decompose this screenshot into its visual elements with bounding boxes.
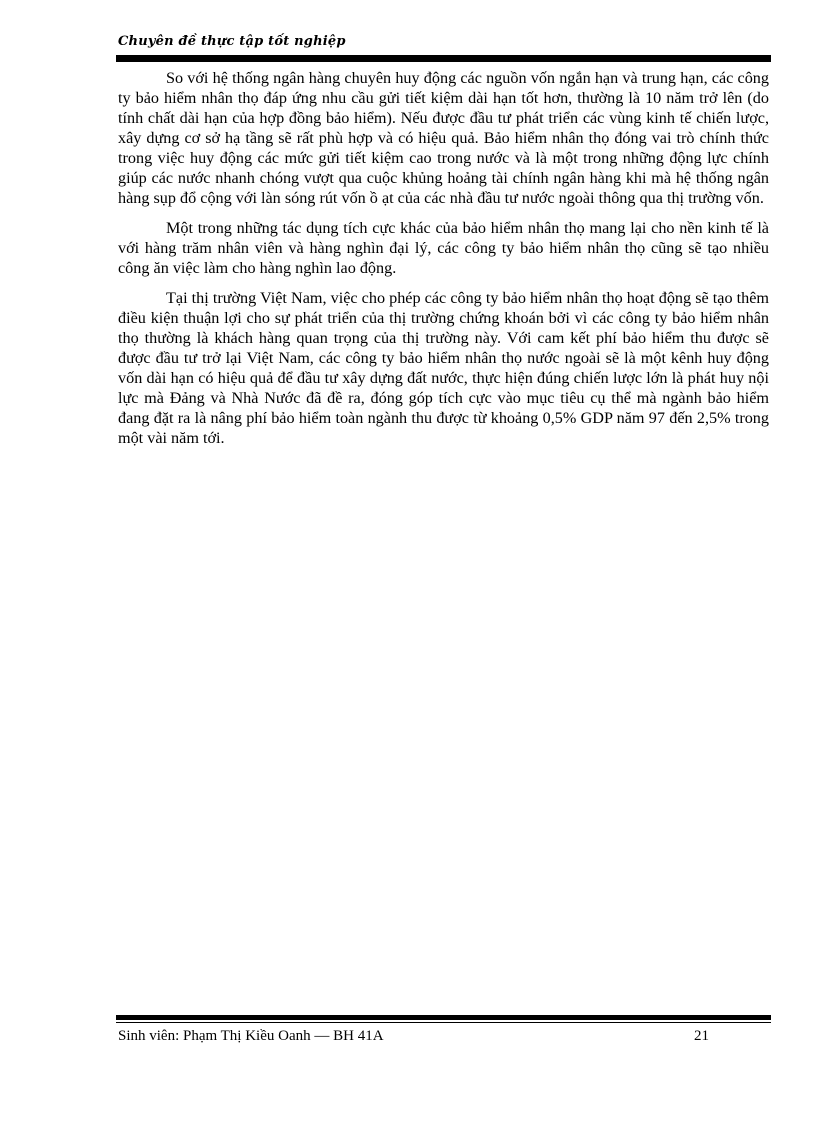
document-body [118,68,769,458]
header-divider [116,55,771,62]
footer-author: Sinh viên: Phạm Thị Kiều Oanh — BH 41A [118,1028,384,1044]
footer-divider-thin [116,1022,771,1023]
paragraph-2: Một trong những tác dụng tích cực khác của bảo hiểm nhân thọ mang lại cho nền kinh tế là với hàng trăm nhân viên và hàng nghìn đại lý, các công ty bảo hiểm nhân thọ cũng sẽ tạo nhiều công ăn việc làm cho hàng nghìn lao động. [118,219,769,277]
header-title: Chuyên đề thực tập tốt nghiệp [118,34,346,49]
paragraph-3: Tại thị trường Việt Nam, việc cho phép các công ty bảo hiểm nhân thọ hoạt động sẽ tạo thêm điều kiện thuận lợi cho sự phát triển của thị trường chứng khoán bởi vì các công ty bảo hiểm nhân thọ thường là khách hàng quan trọng của thị trường này. Với cam kết phí bảo hiểm thu được sẽ được đầu tư trở lại Việt Nam, các công ty bảo hiểm nhân thọ nước ngoài sẽ là một kênh huy động vốn dài hạn có hiệu quả để đầu tư xây dựng đất nước, thực hiện đúng chiến lược lớn là phát huy nội lực mà Đảng và Nhà Nước đã đề ra, đóng góp tích cực vào mục tiêu cụ thể mà ngành bảo hiểm đang đặt ra là nâng phí bảo hiểm toàn ngành thu được từ khoảng 0,5% GDP năm 97 đến 2,5% trong một vài năm tới. [118,289,769,447]
footer-divider-thick [116,1015,771,1020]
paragraph-1: So với hệ thống ngân hàng chuyên huy động các nguồn vốn ngắn hạn và trung hạn, các công ty bảo hiểm nhân thọ đáp ứng nhu cầu gửi tiết kiệm dài hạn tốt hơn, thường là 10 năm trở lên (do tính chất dài hạn của hợp đồng bảo hiểm). Nếu được đầu tư phát triển các vùng kinh tế chiến lược, xây dựng cơ sở hạ tầng sẽ rất phù hợp và có hiệu quả. Bảo hiểm nhân thọ đóng vai trò chính thức trong việc huy động các mức gửi tiết kiệm cao trong nước và là một trong những động lực chính giúp các nước nhanh chóng vượt qua cuộc khủng hoảng tài chính ngân hàng khi mà hệ thống ngân hàng sụp đổ cộng với làn sóng rút vốn ồ ạt của các nhà đầu tư nước ngoài thông qua thị trường vốn. [118,69,769,207]
page-number: 21 [694,1028,709,1044]
